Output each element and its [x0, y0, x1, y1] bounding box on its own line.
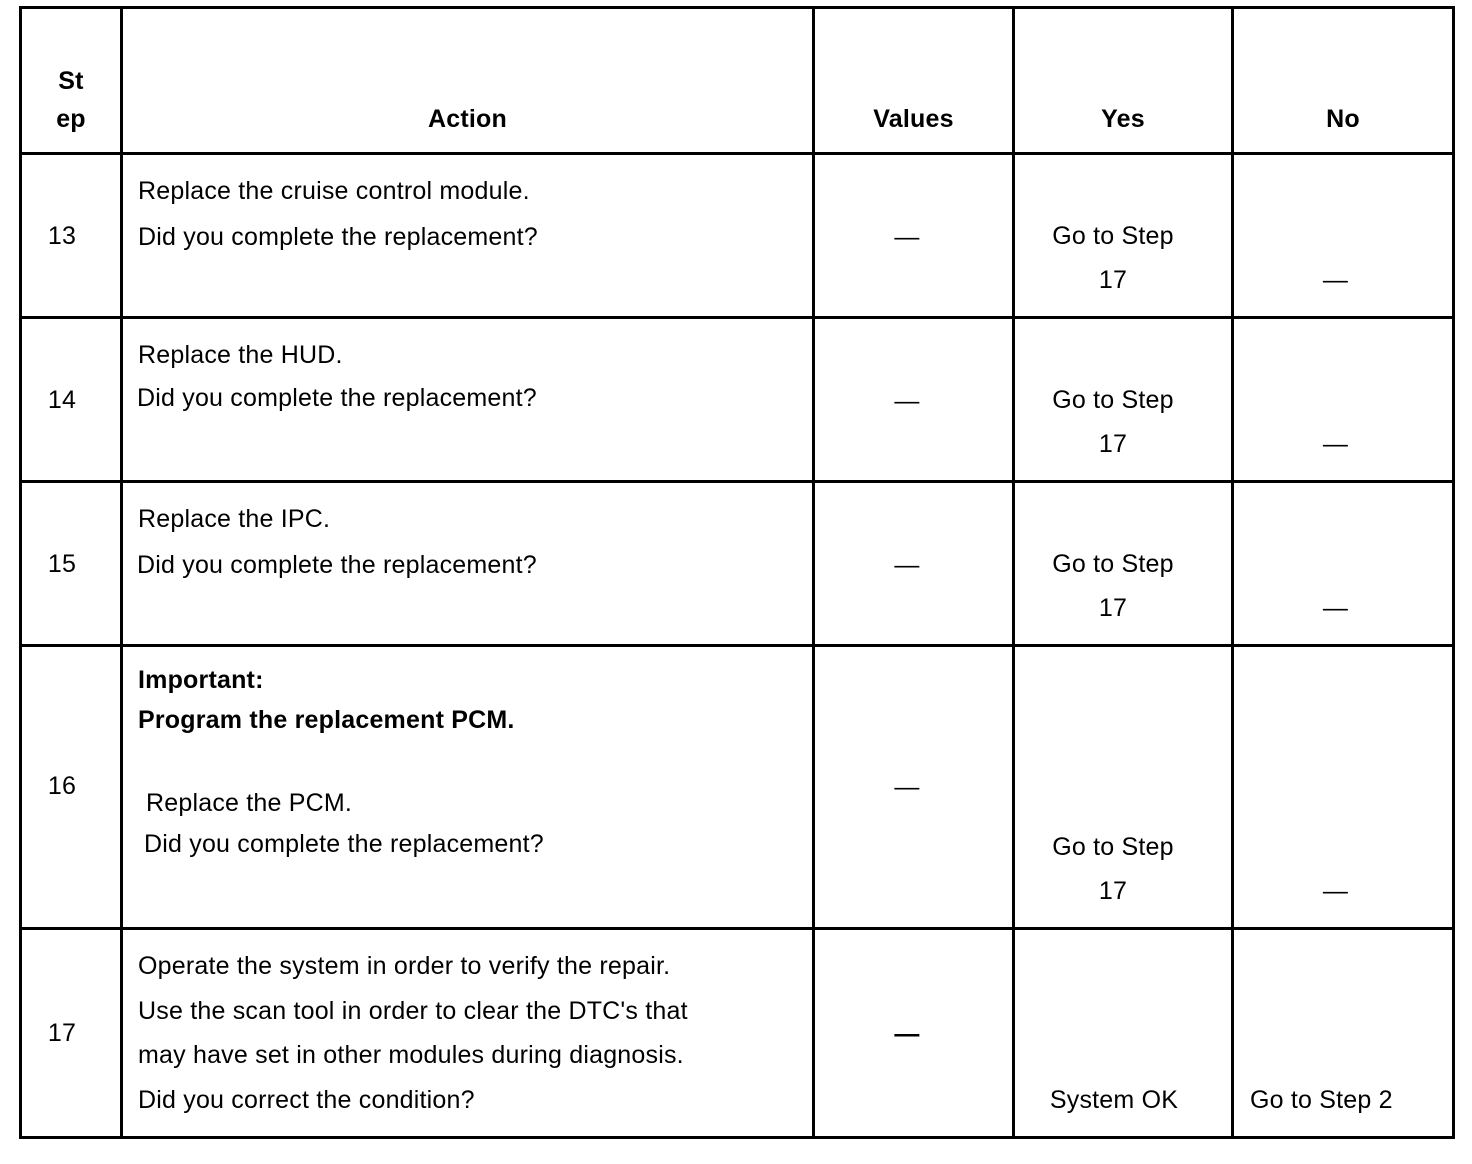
action-text: Use the scan tool in order to clear the DTC's that [138, 997, 688, 1025]
no-cell: — [1322, 594, 1349, 622]
column-divider [1231, 6, 1234, 1139]
action-text: Did you complete the replacement? [137, 551, 537, 579]
row-divider [19, 316, 1455, 319]
row-divider [19, 480, 1455, 483]
action-text: Operate the system in order to verify the repair. [138, 952, 671, 980]
action-text: Did you complete the replacement? [144, 830, 544, 858]
yes-cell: Go to Step [1052, 833, 1174, 861]
step-number: 14 [47, 386, 77, 414]
step-number: 13 [47, 222, 77, 250]
no-cell: — [1322, 430, 1349, 458]
action-text: Replace the IPC. [138, 505, 331, 533]
values-cell: — [894, 551, 920, 579]
action-text: Replace the PCM. [146, 789, 353, 817]
yes-cell: 17 [1098, 430, 1128, 458]
yes-cell: 17 [1098, 266, 1128, 294]
column-divider [120, 6, 123, 1139]
yes-cell: 17 [1098, 594, 1128, 622]
yes-cell: Go to Step [1052, 550, 1174, 578]
action-text: Replace the cruise control module. [138, 177, 530, 205]
table-border-top [19, 6, 1455, 9]
important-text: Program the replacement PCM. [138, 706, 515, 734]
action-text: Did you complete the replacement? [138, 223, 538, 251]
header-divider [19, 152, 1455, 155]
values-cell: — [894, 773, 920, 801]
header-action: Action [428, 105, 507, 133]
table-border-bottom [19, 1136, 1455, 1139]
row-divider [19, 644, 1455, 647]
no-cell: Go to Step 2 [1250, 1086, 1393, 1114]
action-text: Did you complete the replacement? [137, 384, 537, 412]
values-cell: — [894, 1020, 920, 1048]
header-step-line2: ep [56, 105, 86, 133]
yes-cell: Go to Step [1052, 386, 1174, 414]
header-no: No [1326, 105, 1360, 133]
step-number: 16 [47, 772, 77, 800]
values-cell: — [894, 387, 920, 415]
step-number: 15 [47, 550, 77, 578]
values-cell: — [894, 223, 920, 251]
header-yes: Yes [1101, 105, 1145, 133]
yes-cell: Go to Step [1052, 222, 1174, 250]
action-text: may have set in other modules during diagnosis. [138, 1041, 684, 1069]
action-text: Replace the HUD. [138, 341, 343, 369]
table-border-right [1452, 6, 1455, 1139]
header-step-line1: St [58, 67, 84, 95]
step-number: 17 [47, 1019, 77, 1047]
header-values: Values [873, 105, 954, 133]
no-cell: — [1322, 266, 1349, 294]
yes-cell: 17 [1098, 877, 1128, 905]
action-text: Did you correct the condition? [138, 1086, 475, 1114]
important-label: Important: [138, 666, 264, 694]
no-cell: — [1322, 877, 1349, 905]
row-divider [19, 927, 1455, 930]
yes-cell: System OK [1049, 1086, 1179, 1114]
